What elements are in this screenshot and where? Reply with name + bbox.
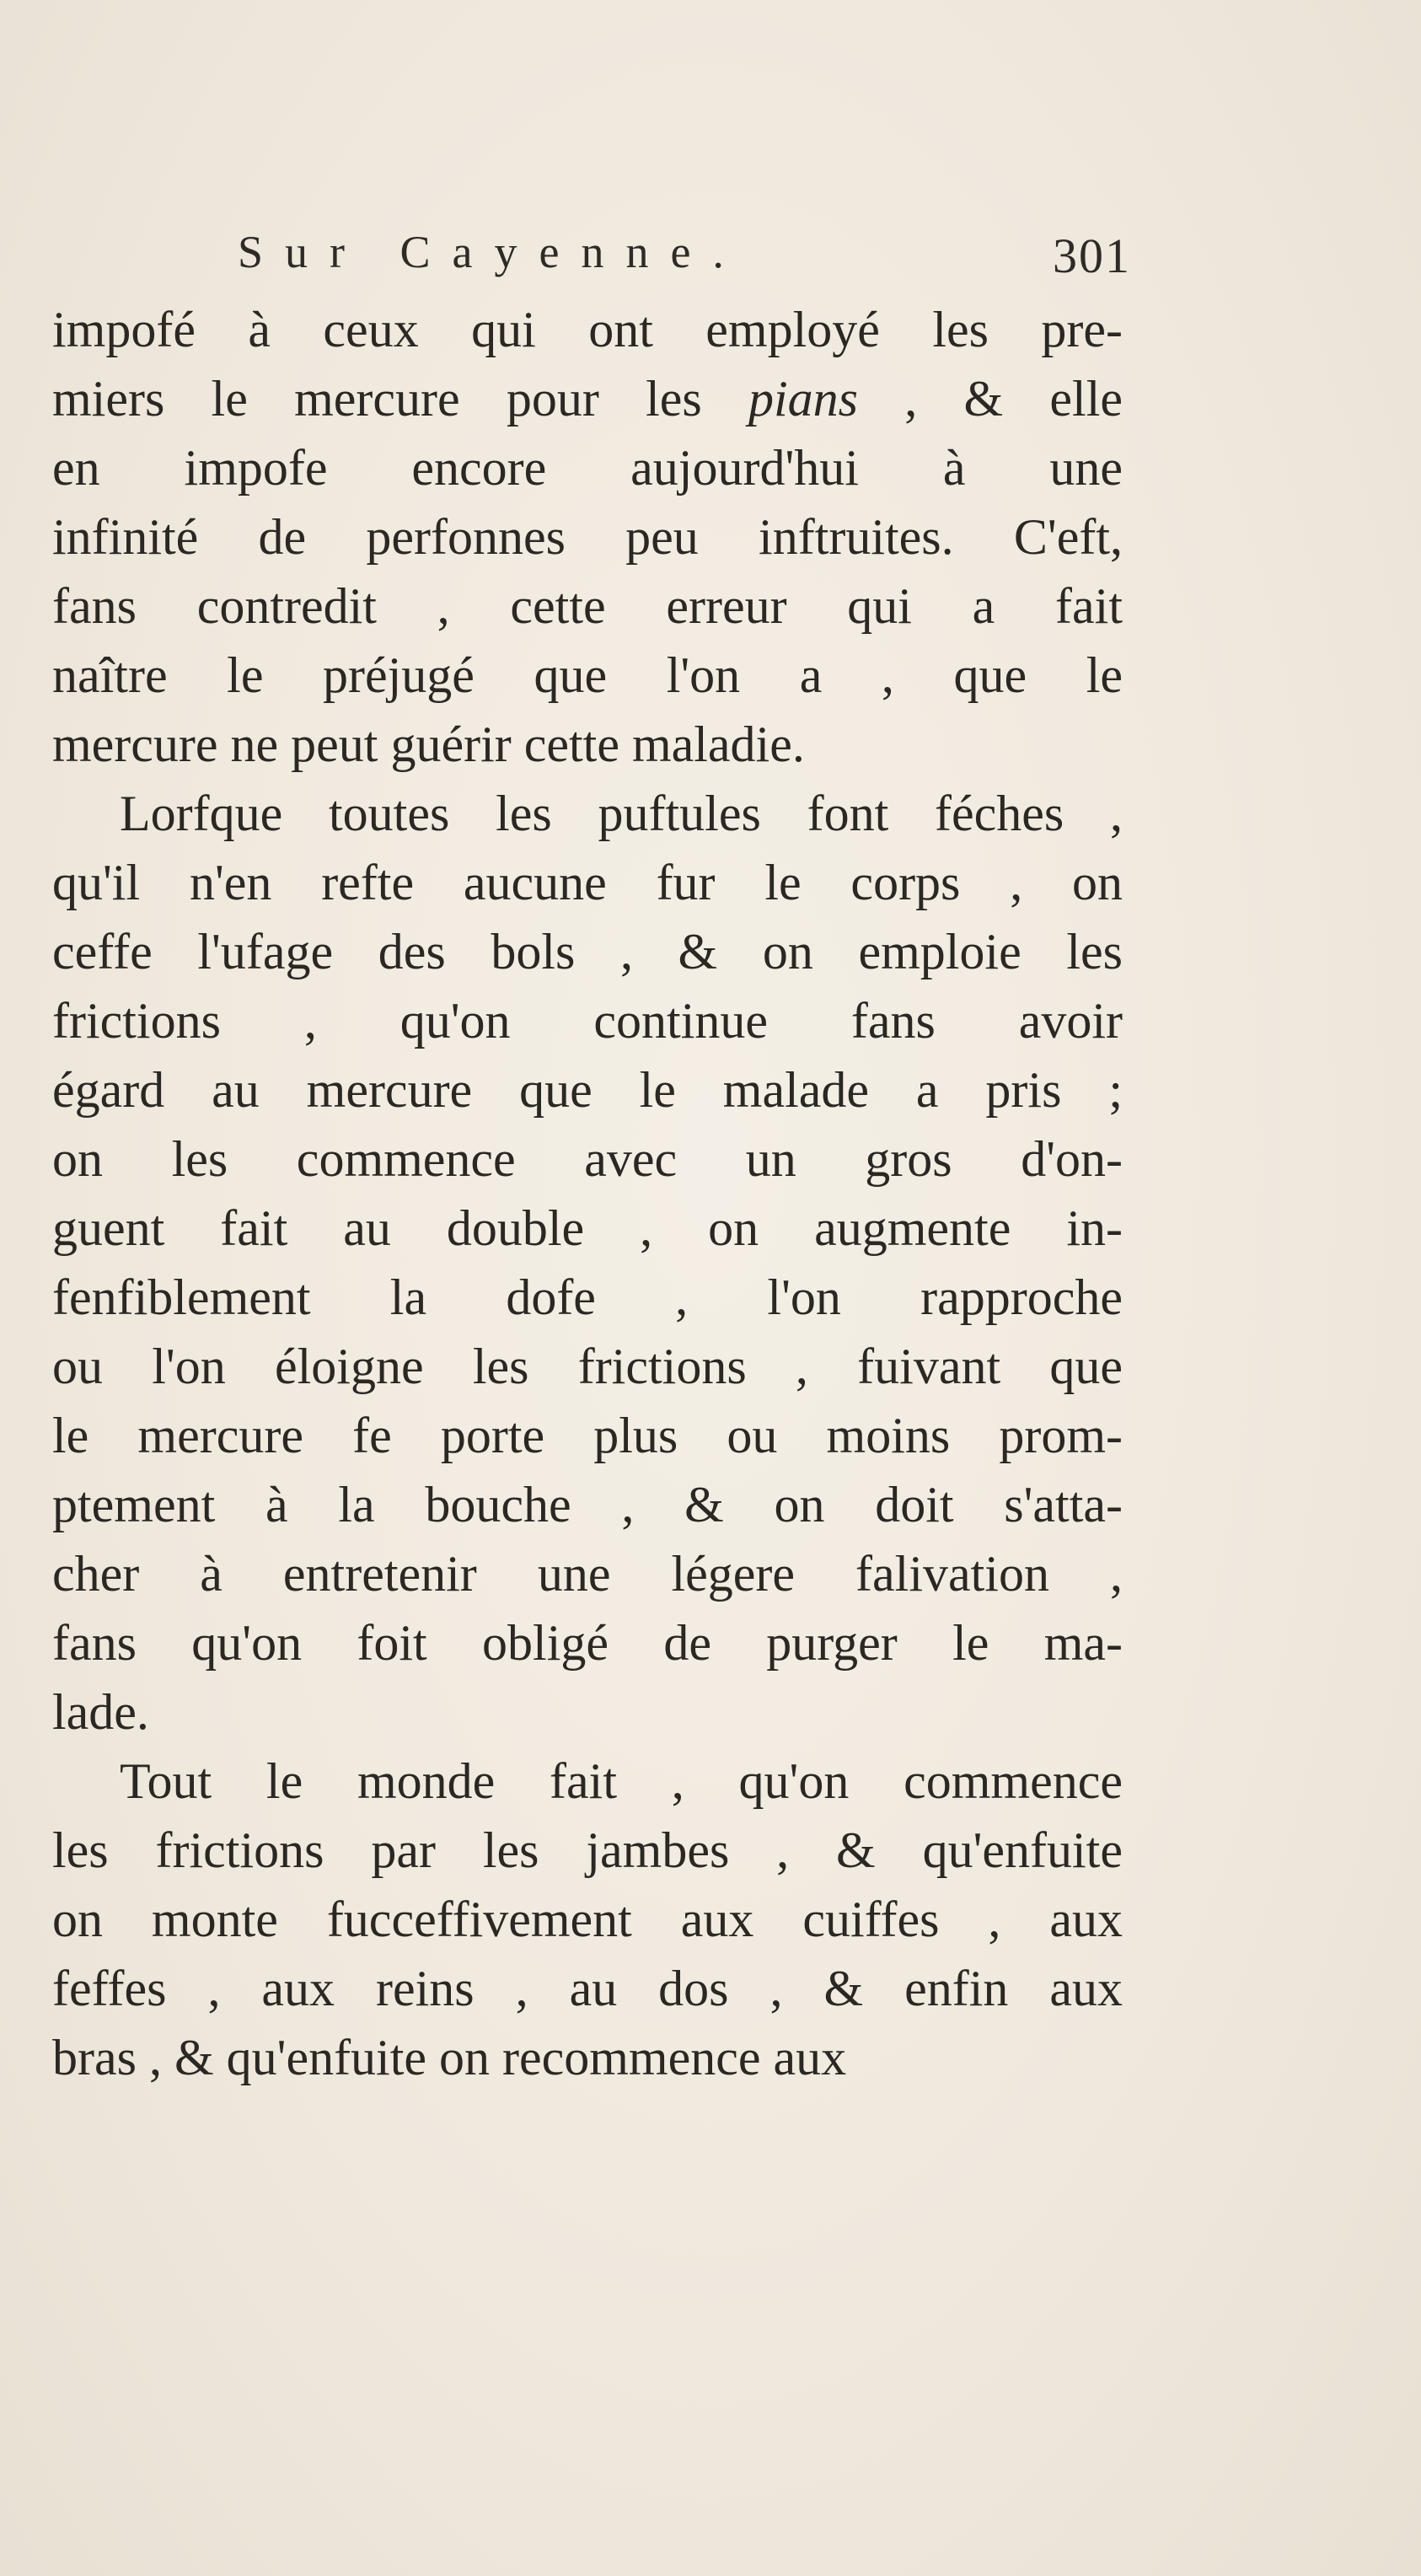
text-line: ptement à la bouche , & on doit s'atta- [52,1477,1123,1532]
text-line: lade. [52,1684,149,1740]
text-line: frictions , qu'on continue fans avoir [52,993,1123,1049]
text-line: feffes , aux reins , au dos , & enfin aux [52,1961,1123,2016]
text-line: en impofe encore aujourd'hui à une [52,440,1123,496]
italic-word: pians [748,371,858,427]
text-line: égard au mercure que le malade a pris ; [52,1062,1123,1118]
text-line: Tout le monde fait , qu'on commence [120,1753,1123,1809]
text-line: guent fait au double , on augmente in- [52,1200,1123,1256]
paragraph [52,779,1123,1747]
page-header [238,226,1131,293]
text-line: naître le préjugé que l'on a , que le [52,647,1123,703]
text-line: impofé à ceux qui ont employé les pre- [52,302,1123,357]
text-line: bras , & qu'enfuite on recommence aux [52,2030,847,2085]
paragraph [52,295,1123,779]
text-line: fans qu'on foit obligé de purger le ma- [52,1615,1123,1671]
text-line: les frictions par les jambes , & qu'enfuite [52,1822,1123,1878]
text-line: on les commence avec un gros d'on- [52,1131,1123,1187]
text-line: cher à entretenir une légere falivation , [52,1546,1123,1602]
text-line: ceffe l'ufage des bols , & on emploie les [52,924,1123,979]
text-line: fenfiblement la dofe , l'on rapproche [52,1269,1123,1325]
running-title: Sur Cayenne. [238,227,746,277]
body-text [52,295,1123,2092]
text-line: on monte fucceffivement aux cuiffes , aux [52,1892,1123,1947]
text-line: ou l'on éloigne les frictions , fuivant que [52,1339,1123,1394]
text-line: fans contredit , cette erreur qui a fait [52,578,1123,634]
text-line: Lorfque toutes les puftules font féches , [120,786,1123,841]
paragraph [52,1747,1123,2092]
text-line: le mercure fe porte plus ou moins prom- [52,1408,1123,1463]
text-line: mercure ne peut guérir cette maladie. [52,716,805,772]
text-line: miers le mercure pour les pians , & elle [52,371,1123,427]
page-number: 301 [1053,228,1131,283]
text-line: qu'il n'en refte aucune fur le corps , on [52,855,1123,910]
text-line: infinité de perfonnes peu inftruites. C'eft, [52,509,1123,565]
